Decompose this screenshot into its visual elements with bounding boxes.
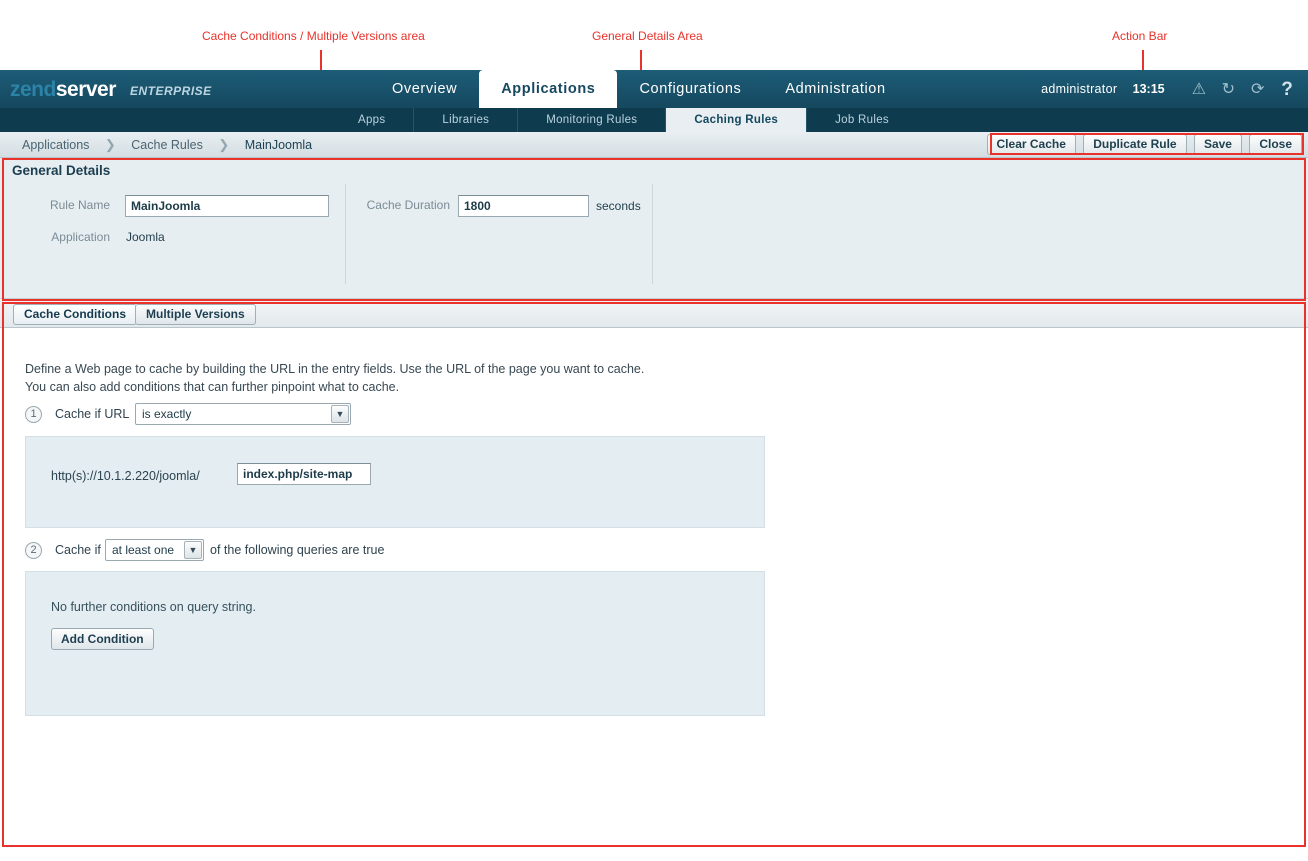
annotation-box-general-details: [2, 158, 1306, 301]
application-label: Application: [51, 230, 110, 244]
top-right-area: [1041, 70, 1300, 108]
url-match-select-value: is exactly: [142, 407, 192, 421]
step-2-label-before: Cache if: [55, 543, 101, 557]
nav-item-administration[interactable]: Administration: [785, 81, 886, 97]
annotation-box-action-bar: [990, 133, 1304, 155]
application-value: Joomla: [126, 230, 165, 244]
annotation-label-cache-conditions: Cache Conditions / Multiple Versions area: [202, 29, 425, 43]
annotation-label-action-bar: Action Bar: [1112, 29, 1168, 43]
logo-zend-text: zend: [10, 78, 56, 101]
sub-navigation-bar: [0, 108, 1308, 132]
help-icon[interactable]: ?: [1281, 78, 1293, 100]
subnav-item-apps[interactable]: Apps: [358, 114, 386, 126]
description-line-2: You can also add conditions that can further pinpoint what to cache.: [25, 380, 400, 394]
clear-cache-button[interactable]: Clear Cache: [987, 134, 1076, 155]
cache-duration-input[interactable]: 1800: [458, 195, 589, 217]
clock-label: 13:15: [1132, 82, 1165, 96]
current-user-label: administrator: [1041, 82, 1118, 96]
step-1-number: 1: [25, 406, 42, 423]
refresh-icon[interactable]: ↻: [1221, 80, 1236, 98]
breadcrumb-separator-icon: ❯: [104, 137, 116, 152]
annotation-box-cache-conditions: [2, 302, 1306, 847]
chevron-down-icon[interactable]: ▼: [331, 405, 349, 423]
tab-cache-conditions[interactable]: Cache Conditions: [13, 304, 137, 325]
annotation-label-general-details: General Details Area: [592, 29, 703, 43]
subnav-item-job-rules[interactable]: Job Rules: [806, 108, 917, 132]
step-2-label-after: of the following queries are true: [210, 543, 385, 557]
logout-icon[interactable]: ⟳: [1250, 80, 1265, 98]
general-details-title: General Details: [12, 163, 111, 178]
cache-duration-label: Cache Duration: [366, 198, 450, 212]
add-condition-button[interactable]: Add Condition: [51, 628, 154, 650]
breadcrumb-item-mainjoomla: MainJoomla: [244, 138, 313, 152]
rule-name-label: Rule Name: [49, 198, 110, 212]
subnav-item-monitoring-rules[interactable]: Monitoring Rules: [517, 108, 665, 132]
description-line-1: Define a Web page to cache by building the URL in the entry fields. Use the URL of the page you want to cache.: [25, 362, 645, 376]
chevron-down-icon[interactable]: ▼: [184, 541, 202, 559]
save-button[interactable]: Save: [1194, 134, 1242, 155]
logo-edition-label: ENTERPRISE: [130, 84, 212, 98]
nav-item-configurations[interactable]: Configurations: [639, 81, 742, 97]
url-path-input[interactable]: index.php/site-map: [237, 463, 371, 485]
logo-server-text: server: [55, 78, 116, 101]
query-match-select-value: at least one: [112, 543, 175, 557]
url-prefix-label: http(s)://10.1.2.220/joomla/: [51, 469, 200, 483]
cache-duration-units-label: seconds: [596, 199, 641, 213]
close-button[interactable]: Close: [1249, 134, 1302, 155]
main-nav: [370, 70, 908, 108]
nav-item-applications[interactable]: Applications: [479, 70, 617, 108]
zend-server-logo: [10, 78, 116, 102]
breadcrumb: [22, 132, 312, 158]
step-2-number: 2: [25, 542, 42, 559]
subnav-item-caching-rules[interactable]: Caching Rules: [665, 108, 806, 132]
no-conditions-message: No further conditions on query string.: [51, 600, 256, 614]
tab-multiple-versions[interactable]: Multiple Versions: [135, 304, 256, 325]
sub-nav-items: [330, 108, 917, 132]
breadcrumb-item-cache-rules[interactable]: Cache Rules: [131, 138, 203, 152]
top-navigation-bar: [0, 70, 1308, 108]
step-1-label: Cache if URL: [55, 407, 130, 421]
duplicate-rule-button[interactable]: Duplicate Rule: [1083, 134, 1186, 155]
breadcrumb-item-applications[interactable]: Applications: [22, 138, 90, 152]
breadcrumb-separator-icon: ❯: [218, 137, 230, 152]
subnav-item-libraries[interactable]: Libraries: [413, 108, 517, 132]
nav-item-overview[interactable]: Overview: [392, 81, 458, 97]
warning-icon[interactable]: ⚠: [1191, 80, 1207, 98]
rule-name-input[interactable]: MainJoomla: [125, 195, 329, 217]
